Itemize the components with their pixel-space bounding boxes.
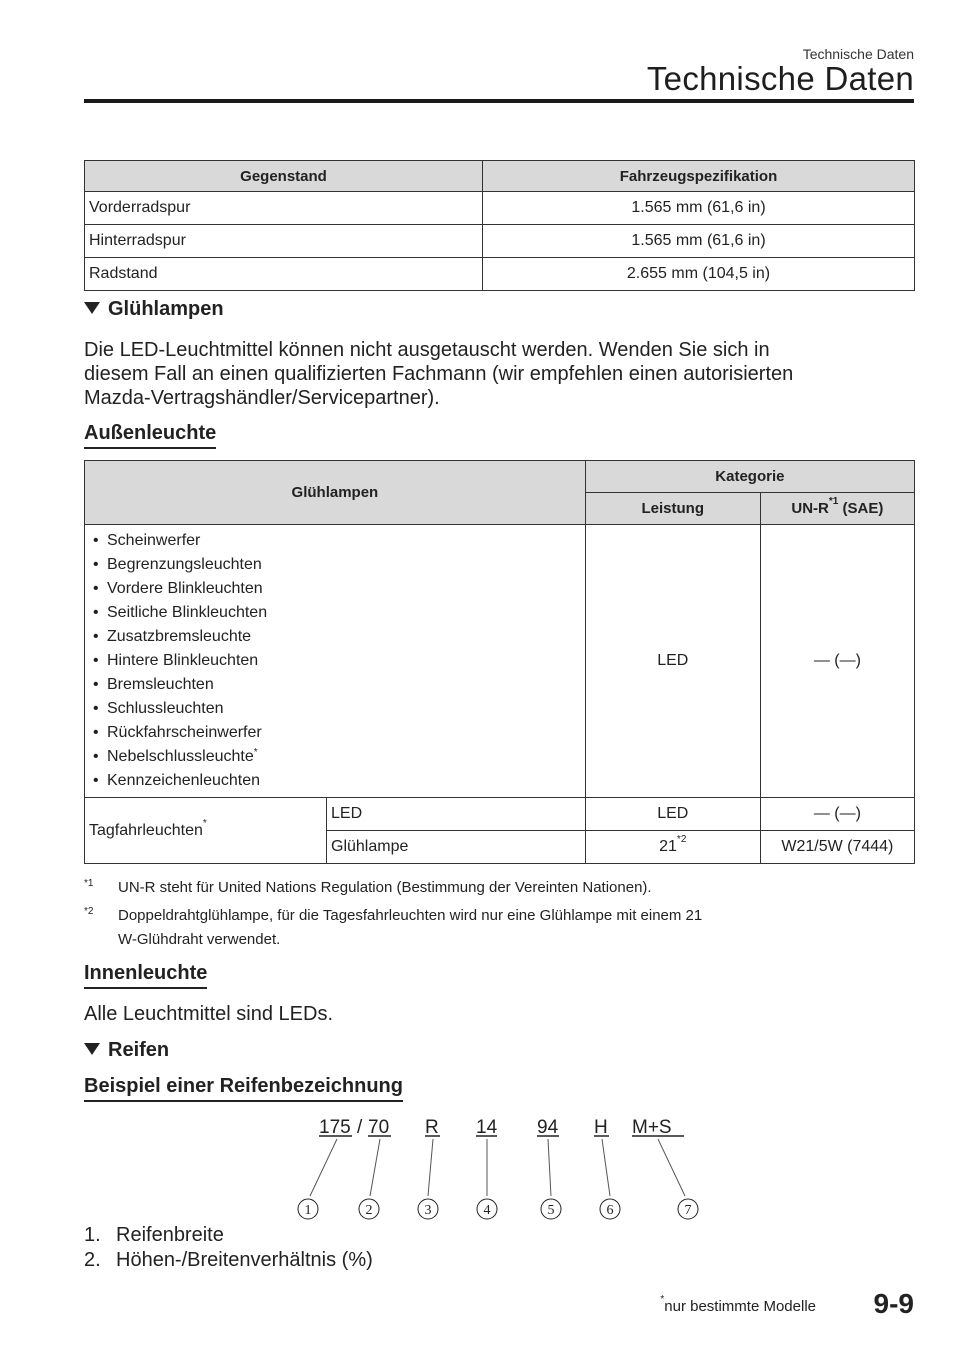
table-cell: W21/5W (7444) xyxy=(760,831,914,864)
callout-3: 3 xyxy=(424,1203,432,1218)
table-header-bulbs: Glühlampen xyxy=(85,461,586,525)
subheading-interior: Innenleuchte xyxy=(84,962,207,989)
section-heading-bulbs xyxy=(84,298,224,321)
code-speed: H xyxy=(594,1117,608,1138)
callout-4: 4 xyxy=(483,1203,491,1218)
callout-1: 1 xyxy=(304,1203,312,1218)
table-row xyxy=(85,192,915,225)
intro-line: Mazda-Vertragshändler/Servicepartner). xyxy=(84,387,440,409)
table-row xyxy=(85,525,915,798)
section-heading-text: Glühlampen xyxy=(108,298,224,320)
page-number: 9-9 xyxy=(873,1288,914,1319)
table-row xyxy=(85,258,915,291)
legend-item: 1. Reifenbreite xyxy=(84,1224,224,1246)
table-cell-drl: Tagfahrleuchten* xyxy=(85,798,327,864)
code-ratio: 70 xyxy=(368,1117,390,1138)
bulbs-table xyxy=(84,460,915,864)
list-item: • Seitliche Blinkleuchten xyxy=(93,604,268,621)
table-header-unr: $UN-R^{*1}$ (SAE) xyxy=(760,493,914,525)
code-width: 175 xyxy=(319,1117,351,1138)
bulb-list-cell xyxy=(85,525,586,798)
callout-2: 2 xyxy=(365,1203,373,1218)
table-header-power: Leistung xyxy=(585,493,760,525)
table-cell: Vorderradspur xyxy=(85,192,483,225)
list-item: • Kennzeichenleuchten xyxy=(93,772,261,789)
subheading-tire-example: Beispiel einer Reifenbezeichnung xyxy=(84,1075,403,1102)
callout-5: 5 xyxy=(547,1203,555,1218)
callout-7: 7 xyxy=(684,1203,692,1218)
subheading-exterior: Außenleuchte xyxy=(84,422,216,449)
intro-line: Die LED-Leuchtmittel können nicht ausgetauscht werden. Wenden Sie sich in xyxy=(84,339,770,361)
table-cell: 21$^{*2}$ xyxy=(585,831,760,864)
table-cell: 1.565 mm (61,6 in) xyxy=(483,192,915,225)
list-item: • Hintere Blinkleuchten xyxy=(93,652,259,669)
code-construction: R xyxy=(425,1117,439,1138)
bulbs-intro xyxy=(84,338,924,410)
table-cell: — (—) xyxy=(760,798,914,831)
footnote-2: $^{*2}$ Doppeldrahtglühlampe, für die Tagesfahrleuchten wird nur eine Glühlampe mit einem 21 W-Glühdraht verwendet. xyxy=(84,906,703,948)
code-slash: / xyxy=(357,1117,363,1138)
table-cell: LED xyxy=(327,798,586,831)
header-rule xyxy=(84,99,914,103)
dimensions-table xyxy=(84,160,915,291)
table-cell: LED xyxy=(585,798,760,831)
section-heading-tires xyxy=(84,1039,169,1062)
intro-line: diesem Fall an einen qualifizierten Fachmann (wir empfehlen einen autorisierten xyxy=(84,363,794,385)
tire-code-diagram xyxy=(280,1112,710,1224)
table-cell: Glühlampe xyxy=(327,831,586,864)
list-item: • Nebelschlussleuchte* xyxy=(93,747,258,765)
callout-6: 6 xyxy=(606,1203,614,1218)
table-cell: 1.565 mm (61,6 in) xyxy=(483,225,915,258)
interior-text: Alle Leuchtmittel sind LEDs. xyxy=(84,1003,334,1025)
footnote-1: $^{*1}$ UN-R steht für United Nations Regulation (Bestimmung der Vereinten Nationen). xyxy=(84,878,652,896)
list-item: • Scheinwerfer xyxy=(93,532,201,549)
table-cell: Hinterradspur xyxy=(85,225,483,258)
table-header-spec: Fahrzeugspezifikation xyxy=(483,161,915,192)
list-item: • Vordere Blinkleuchten xyxy=(93,580,263,597)
list-item: • Bremsleuchten xyxy=(93,676,214,693)
page-title: Technische Daten xyxy=(646,60,914,97)
code-ms: M+S xyxy=(632,1117,672,1138)
table-cell: LED xyxy=(585,525,760,798)
list-item: • Rückfahrscheinwerfer xyxy=(93,724,262,741)
table-row xyxy=(85,798,915,831)
table-header-category: Kategorie xyxy=(585,461,914,493)
list-item: • Zusatzbremsleuchte xyxy=(93,628,252,645)
triangle-down-icon xyxy=(84,302,100,314)
running-header-small: Technische Daten xyxy=(802,46,914,62)
table-cell: Radstand xyxy=(85,258,483,291)
list-item: • Begrenzungsleuchten xyxy=(93,556,262,573)
table-header-item: Gegenstand xyxy=(85,161,483,192)
code-rim: 14 xyxy=(476,1117,498,1138)
section-heading-text: Reifen xyxy=(108,1039,170,1061)
footer-note: *nur bestimmte Modelle xyxy=(660,1294,816,1315)
triangle-down-icon xyxy=(84,1043,100,1055)
legend-item: 2. Höhen-/Breitenverhältnis (%) xyxy=(84,1249,373,1271)
table-cell: — (—) xyxy=(760,525,914,798)
table-row xyxy=(85,225,915,258)
code-load: 94 xyxy=(537,1117,559,1138)
table-cell: 2.655 mm (104,5 in) xyxy=(483,258,915,291)
bulb-list xyxy=(93,529,585,793)
list-item: • Schlussleuchten xyxy=(93,700,224,717)
